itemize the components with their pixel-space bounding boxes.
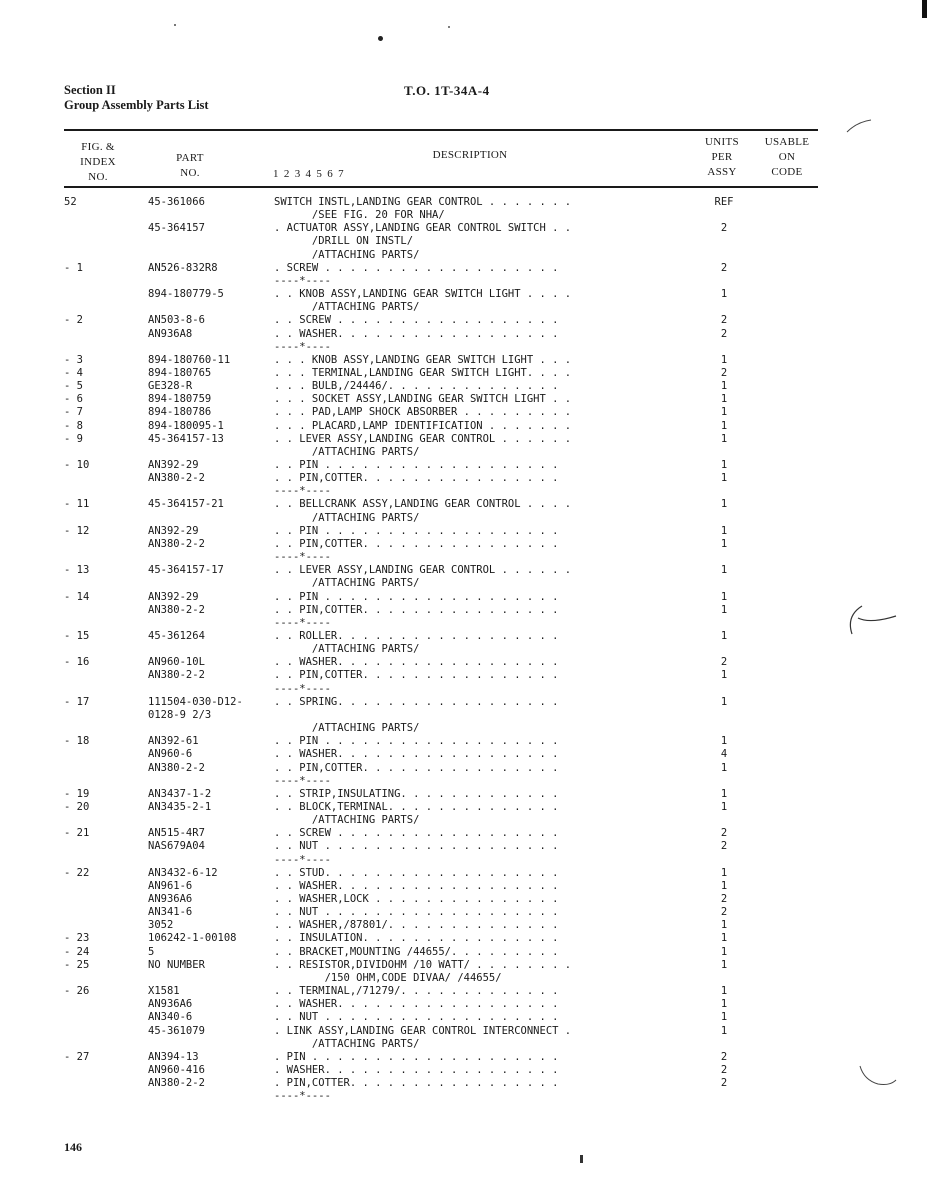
part-number-cell: 111504-030-D12- [148, 695, 243, 708]
description-cell: . . WASHER. . . . . . . . . . . . . . . . . . [274, 748, 559, 761]
description-cell: . . NUT . . . . . . . . . . . . . . . . . . . [274, 840, 559, 853]
index-cell: - 7 [64, 406, 83, 419]
part-number-cell: AN380-2-2 [148, 472, 205, 485]
description-cell: . . SCREW . . . . . . . . . . . . . . . . . . [274, 314, 559, 327]
description-cell: . . . TERMINAL,LANDING GEAR SWITCH LIGHT. . . . [274, 367, 572, 379]
description-cell: . SCREW . . . . . . . . . . . . . . . . . . . [274, 261, 559, 274]
description-cell: ----*---- [274, 616, 331, 629]
description-cell: ----*---- [274, 340, 331, 353]
units-cell: 1 [720, 932, 728, 945]
col-header-line: ASSY [707, 166, 737, 178]
part-number-cell: AN960-10L [148, 656, 205, 669]
description-cell: . . PIN . . . . . . . . . . . . . . . . . . . [274, 524, 559, 537]
description-cell: . . LEVER ASSY,LANDING GEAR CONTROL . . . . . . [274, 564, 572, 577]
description-cell: . . PIN . . . . . . . . . . . . . . . . . . . [274, 459, 559, 471]
description-cell: /ATTACHING PARTS/ [274, 814, 420, 827]
part-number-cell: AN960-6 [148, 748, 193, 761]
units-cell: 2 [720, 906, 728, 919]
units-cell: 1 [720, 945, 728, 958]
index-cell: - 22 [64, 866, 90, 879]
index-cell: - 1 [64, 261, 83, 274]
units-cell: 2 [720, 327, 728, 340]
index-cell: - 2 [64, 314, 83, 327]
index-cell: - 10 [64, 459, 90, 471]
description-cell: . . WASHER. . . . . . . . . . . . . . . . . . [274, 879, 559, 892]
description-cell: . . STUD. . . . . . . . . . . . . . . . . . . [274, 866, 559, 879]
units-cell: 1 [720, 524, 728, 537]
col-header-description: DESCRIPTION [432, 149, 508, 161]
units-cell: 1 [720, 787, 728, 800]
part-number-cell: 45-361079 [148, 1024, 205, 1037]
index-cell: - 11 [64, 498, 90, 511]
description-cell: ----*---- [274, 551, 331, 563]
units-cell: 1 [720, 919, 728, 932]
units-cell: 1 [720, 603, 728, 616]
index-cell: - 6 [64, 393, 83, 406]
part-number-cell: AN392-61 [148, 735, 199, 748]
description-cell: . . . KNOB ASSY,LANDING GEAR SWITCH LIGHT . . . [274, 353, 572, 366]
part-number-cell: AN961-6 [148, 879, 193, 892]
table-top-rule [64, 129, 818, 131]
col-header-line: FIG. & [81, 141, 115, 153]
units-cell: 1 [720, 958, 728, 971]
units-cell: 1 [720, 590, 728, 603]
part-number-cell: AN3435-2-1 [148, 800, 212, 813]
section-heading [64, 83, 209, 113]
units-cell: 2 [720, 1063, 728, 1076]
index-cell: - 24 [64, 945, 90, 958]
description-cell: . . PIN . . . . . . . . . . . . . . . . . . . [274, 735, 559, 748]
units-cell: 1 [720, 669, 728, 682]
description-cell: /ATTACHING PARTS/ [274, 248, 420, 261]
margin-scribble [840, 598, 902, 646]
description-cell: . . PIN,COTTER. . . . . . . . . . . . . . . . [274, 669, 559, 682]
part-number-cell: 3052 [148, 919, 174, 932]
part-number-cell: X1581 [148, 985, 180, 997]
description-cell: . PIN,COTTER. . . . . . . . . . . . . . . . . [274, 1077, 559, 1090]
description-cell: . LINK ASSY,LANDING GEAR CONTROL INTERCONNECT . [274, 1024, 572, 1037]
section-title: Group Assembly Parts List [64, 98, 209, 112]
units-cell: REF [714, 196, 734, 208]
description-cell: /ATTACHING PARTS/ [274, 722, 420, 734]
part-number-cell: AN380-2-2 [148, 603, 205, 616]
part-number-cell: AN340-6 [148, 1011, 193, 1024]
part-number-cell: 894-180765 [148, 367, 212, 379]
index-cell: - 4 [64, 367, 83, 379]
units-cell: 1 [720, 472, 728, 485]
page-number: 146 [64, 1140, 82, 1154]
units-cell: 1 [720, 879, 728, 892]
description-cell: /ATTACHING PARTS/ [274, 643, 420, 656]
units-cell: 1 [720, 537, 728, 550]
units-cell: 1 [720, 288, 728, 301]
units-cell: 1 [720, 564, 728, 577]
index-cell: - 16 [64, 656, 90, 669]
description-cell: ----*---- [274, 774, 331, 787]
index-cell: - 15 [64, 630, 90, 642]
description-cell: . . PIN,COTTER. . . . . . . . . . . . . . . . [274, 761, 559, 774]
units-cell: 2 [720, 314, 728, 327]
section-label: Section II [64, 83, 116, 97]
part-number-cell: AN515-4R7 [148, 827, 205, 840]
margin-scribble [852, 1040, 902, 1090]
scan-speck [378, 36, 383, 41]
part-number-cell: GE328-R [148, 380, 193, 393]
part-number-cell: 5 [148, 945, 155, 958]
units-cell: 2 [720, 893, 728, 905]
description-cell: ----*---- [274, 485, 331, 498]
units-cell: 1 [720, 985, 728, 997]
description-cell: . . . PLACARD,LAMP IDENTIFICATION . . . . . . . [274, 419, 572, 432]
units-cell: 2 [720, 840, 728, 853]
part-number-cell: AN392-29 [148, 459, 199, 471]
to-number: T.O. 1T-34A-4 [404, 83, 490, 98]
part-number-cell: AN380-2-2 [148, 1077, 205, 1090]
part-number-cell: 894-180095-1 [148, 419, 224, 432]
col-header-line: NO. [180, 167, 200, 179]
description-cell: /ATTACHING PARTS/ [274, 445, 420, 458]
description-cell: . . PIN . . . . . . . . . . . . . . . . . . . [274, 590, 559, 603]
part-number-cell: AN936A6 [148, 998, 193, 1011]
index-cell: - 23 [64, 932, 90, 945]
description-cell: . PIN . . . . . . . . . . . . . . . . . . . . [274, 1050, 559, 1063]
part-number-cell: AN936A6 [148, 893, 193, 905]
description-cell: . . PIN,COTTER. . . . . . . . . . . . . . . . [274, 537, 559, 550]
index-cell: - 8 [64, 419, 83, 432]
units-cell: 1 [720, 393, 728, 406]
index-cell: - 19 [64, 787, 90, 800]
part-number-cell: AN394-13 [148, 1050, 199, 1063]
index-cell: - 18 [64, 735, 90, 748]
units-cell: 2 [720, 827, 728, 840]
units-cell: 1 [720, 459, 728, 471]
description-cell: . . BLOCK,TERMINAL. . . . . . . . . . . . . . [274, 800, 559, 813]
description-cell: . . KNOB ASSY,LANDING GEAR SWITCH LIGHT . . . . [274, 288, 572, 301]
part-number-cell: NO NUMBER [148, 958, 205, 971]
units-cell: 2 [720, 1050, 728, 1063]
index-cell: - 21 [64, 827, 90, 840]
col-header-line: INDEX [80, 156, 116, 168]
part-number-cell: 894-180760-11 [148, 353, 231, 366]
description-cell: . . WASHER,LOCK . . . . . . . . . . . . . . . [274, 893, 559, 905]
part-number-cell: AN380-2-2 [148, 761, 205, 774]
units-cell: 1 [720, 761, 728, 774]
units-cell: 2 [720, 656, 728, 669]
scan-speck [174, 24, 176, 26]
description-cell: /ATTACHING PARTS/ [274, 1037, 420, 1050]
col-header-indent-digits: 1 2 3 4 5 6 7 [273, 168, 344, 180]
part-number-cell: 45-364157-17 [148, 564, 224, 577]
part-number-cell: 894-180779-5 [148, 288, 224, 301]
part-number-cell: 45-364157 [148, 222, 205, 235]
description-cell: /DRILL ON INSTL/ [274, 235, 414, 248]
index-cell: - 5 [64, 380, 83, 393]
index-cell: - 27 [64, 1050, 90, 1063]
units-cell: 1 [720, 432, 728, 445]
units-cell: 2 [720, 367, 728, 379]
description-cell: . . TERMINAL,/71279/. . . . . . . . . . . . . [274, 985, 559, 997]
description-cell: /ATTACHING PARTS/ [274, 577, 420, 590]
description-cell: . . RESISTOR,DIVIDOHM /10 WATT/ . . . . . . . . [274, 958, 572, 971]
col-header-line: PER [711, 151, 733, 163]
units-cell: 1 [720, 1011, 728, 1024]
description-cell: . . LEVER ASSY,LANDING GEAR CONTROL . . . . . . [274, 432, 572, 445]
col-header-line: UNITS [705, 136, 739, 148]
description-cell: . . BELLCRANK ASSY,LANDING GEAR CONTROL . . . . [274, 498, 572, 511]
description-cell: . . PIN,COTTER. . . . . . . . . . . . . . . . [274, 472, 559, 485]
col-header-line: ON [778, 151, 796, 163]
units-cell: 1 [720, 406, 728, 419]
part-number-cell: AN380-2-2 [148, 537, 205, 550]
units-cell: 1 [720, 695, 728, 708]
description-cell: . . INSULATION. . . . . . . . . . . . . . . . [274, 932, 559, 945]
description-cell: . . WASHER. . . . . . . . . . . . . . . . . . [274, 998, 559, 1011]
col-header-line: NO. [88, 171, 108, 183]
units-cell: 2 [720, 1077, 728, 1090]
col-header-usable-on-code [755, 135, 819, 180]
description-cell: ----*---- [274, 274, 331, 287]
description-cell: SWITCH INSTL,LANDING GEAR CONTROL . . . . . . . [274, 196, 572, 208]
index-cell: - 26 [64, 985, 90, 997]
part-number-cell: 45-364157-13 [148, 432, 224, 445]
description-cell: /ATTACHING PARTS/ [274, 511, 420, 524]
description-cell: . WASHER. . . . . . . . . . . . . . . . . . . [274, 1063, 559, 1076]
part-number-cell: 0128-9 2/3 [148, 708, 212, 721]
description-cell: . . ROLLER. . . . . . . . . . . . . . . . . . [274, 630, 559, 642]
index-cell: - 17 [64, 695, 90, 708]
description-cell: . . BRACKET,MOUNTING /44655/. . . . . . . . . [274, 945, 559, 958]
description-cell: . . SCREW . . . . . . . . . . . . . . . . . . [274, 827, 559, 840]
col-header-line: USABLE [764, 136, 810, 148]
part-number-cell: 45-361066 [148, 196, 205, 208]
description-cell: /SEE FIG. 20 FOR NHA/ [274, 209, 445, 222]
description-cell: . . WASHER. . . . . . . . . . . . . . . . . . [274, 327, 559, 340]
part-number-cell: NAS679A04 [148, 840, 205, 853]
part-number-cell: AN960-416 [148, 1063, 205, 1076]
units-cell: 1 [720, 498, 728, 511]
part-number-cell: AN341-6 [148, 906, 193, 919]
index-cell: - 14 [64, 590, 90, 603]
description-cell: . . . SOCKET ASSY,LANDING GEAR SWITCH LIGHT . . [274, 393, 572, 406]
part-number-cell: 894-180759 [148, 393, 212, 406]
part-number-cell: 106242-1-00108 [148, 932, 237, 945]
description-cell: . . WASHER,/87801/. . . . . . . . . . . . . . [274, 919, 559, 932]
part-number-cell: AN392-29 [148, 524, 199, 537]
units-cell: 1 [720, 998, 728, 1011]
description-cell: ----*---- [274, 1090, 331, 1103]
description-cell: . . . PAD,LAMP SHOCK ABSORBER . . . . . . . . . [274, 406, 572, 419]
table-header-rule [64, 186, 818, 188]
part-number-cell: 45-361264 [148, 630, 205, 642]
scan-speck [580, 1155, 583, 1163]
description-cell: . . . BULB,/24446/. . . . . . . . . . . . . . [274, 380, 559, 393]
description-cell: /ATTACHING PARTS/ [274, 301, 420, 314]
description-cell: /150 OHM,CODE DIVAA/ /44655/ [274, 971, 502, 984]
units-cell: 1 [720, 630, 728, 642]
units-cell: 2 [720, 261, 728, 274]
part-number-cell: AN3432-6-12 [148, 866, 218, 879]
index-cell: - 12 [64, 524, 90, 537]
edge-mark [922, 0, 927, 18]
description-cell: . . STRIP,INSULATING. . . . . . . . . . . . . [274, 787, 559, 800]
units-cell: 1 [720, 735, 728, 748]
units-cell: 1 [720, 419, 728, 432]
index-cell: - 25 [64, 958, 90, 971]
part-number-cell: AN936A8 [148, 327, 193, 340]
description-cell: . . NUT . . . . . . . . . . . . . . . . . . . [274, 1011, 559, 1024]
units-cell: 4 [720, 748, 728, 761]
units-cell: 1 [720, 866, 728, 879]
units-cell: 1 [720, 353, 728, 366]
col-header-part-no [150, 151, 230, 181]
units-cell: 1 [720, 800, 728, 813]
index-cell: 52 [64, 196, 77, 208]
units-cell: 2 [720, 222, 728, 235]
description-cell: . . PIN,COTTER. . . . . . . . . . . . . . . . [274, 603, 559, 616]
part-number-cell: AN380-2-2 [148, 669, 205, 682]
index-cell: - 3 [64, 353, 83, 366]
description-cell: . ACTUATOR ASSY,LANDING GEAR CONTROL SWITCH . . [274, 222, 572, 235]
units-cell: 1 [720, 380, 728, 393]
part-number-cell: 45-364157-21 [148, 498, 224, 511]
col-header-units-per-assy [690, 135, 754, 180]
description-cell: . . WASHER. . . . . . . . . . . . . . . . . . [274, 656, 559, 669]
col-header-fig-index [66, 140, 130, 185]
units-cell: 1 [720, 1024, 728, 1037]
part-number-cell: AN503-8-6 [148, 314, 205, 327]
description-cell: ----*---- [274, 853, 331, 866]
margin-scribble [845, 118, 875, 138]
scan-speck [448, 26, 450, 28]
col-header-line: PART [176, 152, 204, 164]
index-cell: - 9 [64, 432, 83, 445]
part-number-cell: AN392-29 [148, 590, 199, 603]
description-cell: . . NUT . . . . . . . . . . . . . . . . . . . [274, 906, 559, 919]
part-number-cell: AN526-832R8 [148, 261, 218, 274]
part-number-cell: AN3437-1-2 [148, 787, 212, 800]
index-cell: - 20 [64, 800, 90, 813]
part-number-cell: 894-180786 [148, 406, 212, 419]
index-cell: - 13 [64, 564, 90, 577]
col-header-line: CODE [771, 166, 803, 178]
description-cell: . . SPRING. . . . . . . . . . . . . . . . . . [274, 695, 559, 708]
description-cell: ----*---- [274, 682, 331, 695]
